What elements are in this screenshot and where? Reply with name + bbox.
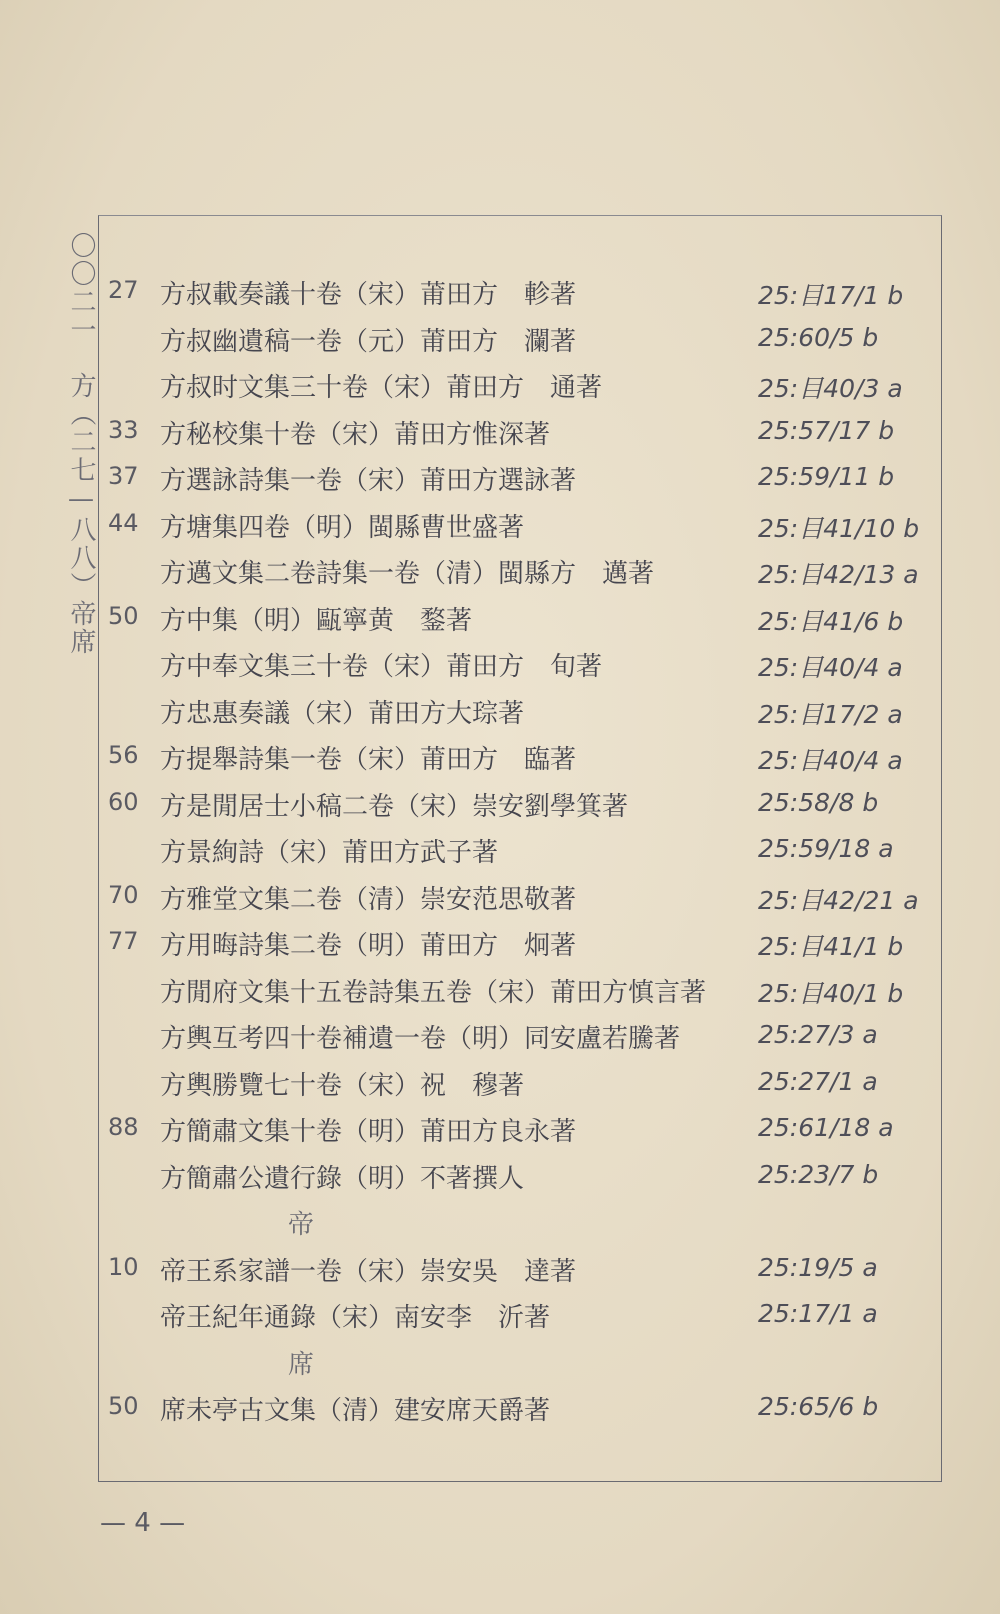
- entry-stroke-number: 33: [108, 415, 139, 444]
- catalog-entry: [98, 317, 940, 364]
- catalog-entry: [98, 875, 940, 922]
- entry-title: 方中集（明）甌寧黄 鍪著: [160, 605, 473, 636]
- entry-stroke-number: 27: [108, 276, 139, 304]
- entry-title: 方邁文集二卷詩集一卷（清）閩縣方 邁著: [160, 559, 655, 589]
- entry-title: 帝王系家譜一卷（宋）崇安吳 達著: [160, 1256, 577, 1287]
- entry-title: 方雅堂文集二卷（清）崇安范思敬著: [160, 884, 577, 915]
- catalog-entry: [98, 782, 940, 829]
- radical-heading-text: 席: [288, 1349, 315, 1380]
- entry-stroke-number: 56: [108, 741, 139, 769]
- entry-reference: 25:58/8 b: [758, 787, 879, 817]
- entry-reference: 25:60/5 b: [758, 322, 879, 352]
- entry-stroke-number: 77: [108, 927, 139, 955]
- entry-reference: 25:61/18 a: [758, 1113, 894, 1142]
- entry-list: [98, 270, 940, 1433]
- catalog-entry: [98, 503, 940, 550]
- entry-title: 方中奉文集三十卷（宋）莆田方 旬著: [160, 652, 603, 682]
- entry-stroke-number: 10: [108, 1252, 139, 1281]
- entry-title: 方忠惠奏議（宋）莆田方大琮著: [160, 698, 525, 729]
- entry-title: 席未亭古文集（清）建安席天爵著: [160, 1396, 551, 1426]
- entry-reference: 25:19/5 a: [758, 1252, 878, 1282]
- entry-title: 方輿互考四十卷補遺一卷（明）同安盧若騰著: [160, 1024, 681, 1054]
- entry-reference: 25:目17/2 a: [758, 699, 903, 729]
- entry-stroke-number: 70: [108, 880, 139, 909]
- entry-title: 方簡肅公遺行錄（明）不著撰人: [160, 1163, 525, 1194]
- catalog-entry: [98, 921, 940, 968]
- entry-stroke-number: 50: [108, 1392, 139, 1420]
- catalog-entry: [98, 1061, 940, 1108]
- entry-stroke-number: 37: [108, 462, 139, 490]
- catalog-entry: [98, 1247, 940, 1294]
- entry-reference: 25:57/17 b: [758, 415, 895, 445]
- catalog-entry: [98, 1293, 940, 1340]
- catalog-entry: [98, 410, 940, 457]
- entry-title: 方叔載奏議十卷（宋）莆田方 軫著: [160, 280, 577, 310]
- entry-stroke-number: 88: [108, 1113, 139, 1141]
- catalog-entry: [98, 1386, 940, 1433]
- catalog-entry: [98, 1154, 940, 1201]
- catalog-entry: [98, 456, 940, 503]
- page-number: — 4 —: [100, 1508, 186, 1538]
- entry-reference: 25:27/3 a: [758, 1020, 878, 1049]
- entry-reference: 25:59/18 a: [758, 834, 894, 863]
- entry-reference: 25:目41/6 b: [758, 606, 904, 636]
- entry-reference: 25:目40/4 a: [758, 653, 903, 682]
- catalog-entry: [98, 270, 940, 317]
- catalog-entry: [98, 968, 940, 1015]
- entry-title: 方閒府文集十五卷詩集五卷（宋）莆田方慎言著: [160, 977, 707, 1008]
- entry-reference: 25:目41/1 b: [758, 932, 904, 961]
- entry-title: 方用晦詩集二卷（明）莆田方 炯著: [160, 931, 577, 961]
- catalog-entry: [98, 1107, 940, 1154]
- entry-title: 方叔时文集三十卷（宋）莆田方 通著: [160, 373, 603, 403]
- entry-title: 方塘集四卷（明）閩縣曹世盛著: [160, 512, 525, 543]
- entry-stroke-number: 60: [108, 787, 139, 816]
- entry-title: 帝王紀年通錄（宋）南安李 沂著: [160, 1303, 551, 1333]
- margin-heading: 〇〇二一 方（二七—八八）帝席: [66, 232, 96, 656]
- catalog-entry: [98, 689, 940, 736]
- entry-stroke-number: 50: [108, 601, 139, 630]
- radical-heading: [98, 1340, 940, 1387]
- entry-reference: 25:目40/1 b: [758, 978, 904, 1008]
- entry-reference: 25:目41/10 b: [758, 513, 920, 543]
- entry-reference: 25:23/7 b: [758, 1159, 879, 1189]
- radical-heading: [98, 1200, 940, 1247]
- catalog-entry: [98, 735, 940, 782]
- catalog-entry: [98, 596, 940, 643]
- catalog-entry: [98, 642, 940, 689]
- catalog-entry: [98, 363, 940, 410]
- catalog-entry: [98, 1014, 940, 1061]
- entry-title: 方景絢詩（宋）莆田方武子著: [160, 838, 499, 868]
- entry-title: 方輿勝覽七十卷（宋）祝 穆著: [160, 1070, 525, 1101]
- entry-title: 方提舉詩集一卷（宋）莆田方 臨著: [160, 745, 577, 775]
- entry-title: 方選詠詩集一卷（宋）莆田方選詠著: [160, 466, 577, 496]
- entry-reference: 25:目40/3 a: [758, 374, 903, 403]
- entry-title: 方叔幽遺稿一卷（元）莆田方 瀾著: [160, 326, 577, 357]
- entry-reference: 25:目40/4 a: [758, 746, 903, 775]
- entry-reference: 25:17/1 a: [758, 1299, 878, 1328]
- entry-reference: 25:目42/21 a: [758, 885, 919, 915]
- entry-title: 方簡肅文集十卷（明）莆田方良永著: [160, 1117, 577, 1147]
- entry-reference: 25:目17/1 b: [758, 281, 904, 310]
- catalog-entry: [98, 549, 940, 596]
- entry-title: 方秘校集十卷（宋）莆田方惟深著: [160, 419, 551, 450]
- radical-heading-text: 帝: [288, 1210, 315, 1240]
- entry-reference: 25:27/1 a: [758, 1066, 878, 1096]
- entry-reference: 25:65/6 b: [758, 1392, 879, 1421]
- entry-stroke-number: 44: [108, 508, 139, 537]
- entry-reference: 25:目42/13 a: [758, 560, 919, 589]
- entry-reference: 25:59/11 b: [758, 462, 895, 491]
- entry-title: 方是閒居士小稿二卷（宋）崇安劉學箕著: [160, 791, 629, 822]
- catalog-entry: [98, 828, 940, 875]
